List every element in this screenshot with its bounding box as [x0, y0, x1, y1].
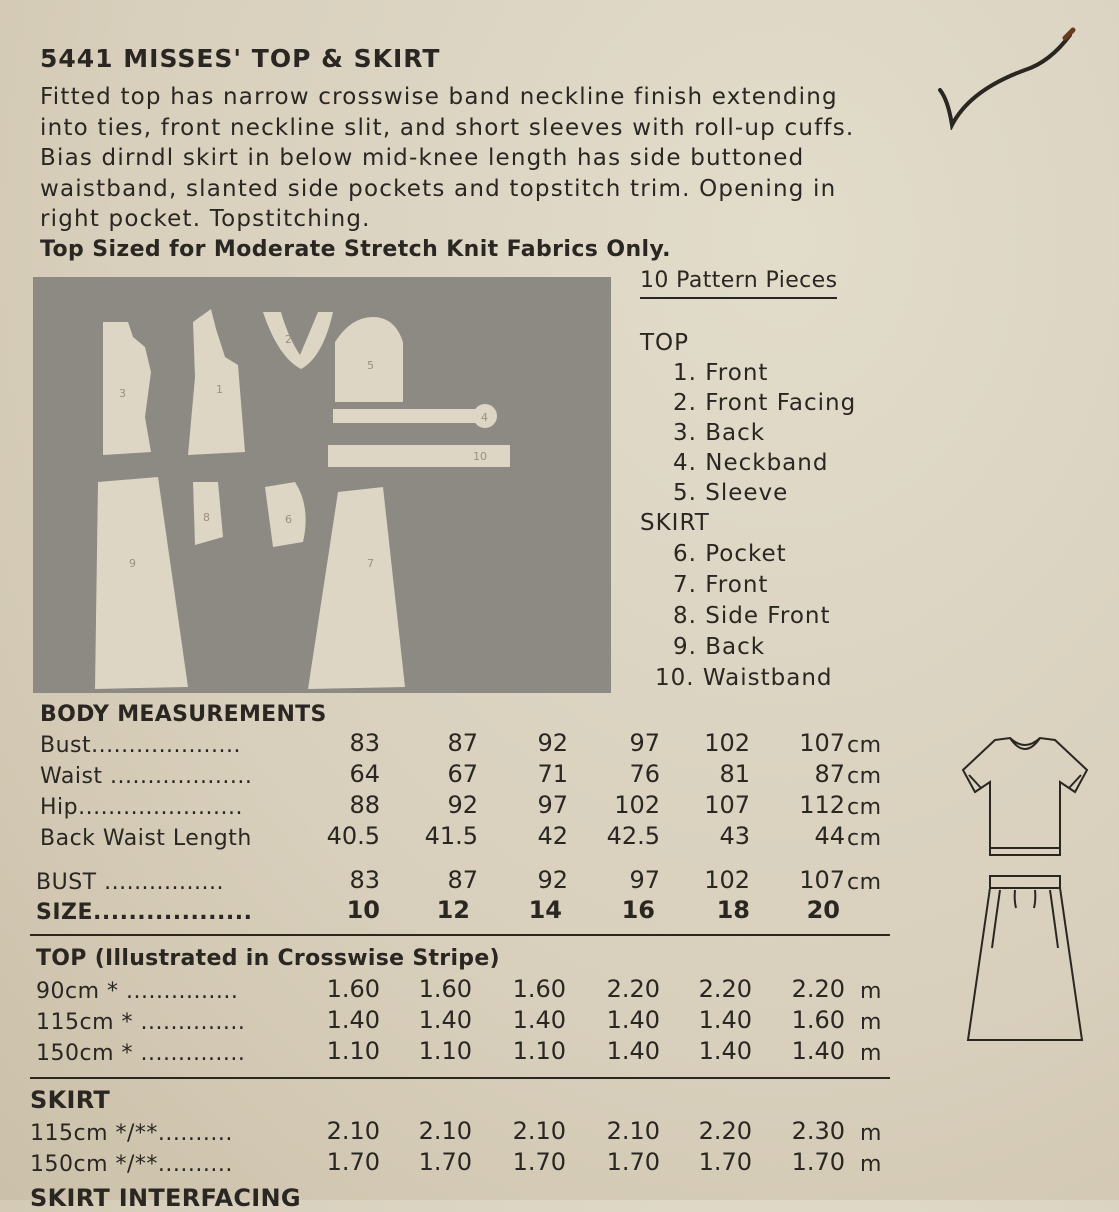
- piece-number-label: 8: [203, 511, 210, 524]
- value-cell: 2.10: [326, 1117, 380, 1145]
- piece-back-top: [103, 322, 151, 455]
- pieces-top-heading: TOP: [640, 330, 690, 356]
- value-cell: 92: [447, 791, 478, 819]
- pieces-list-item: 10. Waistband: [655, 665, 833, 691]
- value-cell: 2.10: [512, 1117, 566, 1145]
- value-cell: 14: [528, 896, 562, 924]
- body-measurements-heading: BODY MEASUREMENTS: [40, 702, 327, 727]
- piece-skirt-back: [95, 477, 188, 689]
- value-cell: 81: [719, 760, 750, 788]
- piece-front-facing: [263, 312, 333, 369]
- pieces-skirt-heading: SKIRT: [640, 510, 710, 536]
- value-cell: 1.40: [606, 1006, 660, 1034]
- value-cell: 88: [349, 791, 380, 819]
- pattern-pieces-count: 10 Pattern Pieces: [640, 268, 837, 299]
- unit-label: cm: [847, 795, 882, 820]
- pattern-title: 5441 MISSES' TOP & SKIRT: [40, 44, 441, 73]
- pieces-list-item: 4. Neckband: [673, 450, 829, 476]
- value-cell: 40.5: [326, 822, 380, 850]
- unit-label: m: [860, 1041, 882, 1066]
- value-cell: 1.40: [326, 1006, 380, 1034]
- value-cell: 102: [704, 866, 750, 894]
- unit-label: cm: [847, 870, 882, 895]
- value-cell: 107: [799, 729, 845, 757]
- value-cell: 1.40: [698, 1037, 752, 1065]
- value-cell: 1.60: [791, 1006, 845, 1034]
- value-cell: 1.10: [326, 1037, 380, 1065]
- top-sketch-icon: [955, 730, 1095, 860]
- value-cell: 1.70: [791, 1148, 845, 1176]
- value-cell: 20: [806, 896, 840, 924]
- row-label: BUST ................: [36, 870, 224, 895]
- value-cell: 1.40: [512, 1006, 566, 1034]
- pieces-list-item: 6. Pocket: [673, 541, 787, 567]
- value-cell: 12: [436, 896, 470, 924]
- value-cell: 42: [537, 822, 568, 850]
- value-cell: 97: [629, 729, 660, 757]
- value-cell: 102: [614, 791, 660, 819]
- piece-number-label: 5: [367, 359, 374, 372]
- value-cell: 2.10: [418, 1117, 472, 1145]
- row-label: 115cm */**..........: [30, 1121, 233, 1146]
- piece-front-top: [188, 309, 245, 455]
- piece-number-label: 9: [129, 557, 136, 570]
- value-cell: 64: [349, 760, 380, 788]
- value-cell: 107: [704, 791, 750, 819]
- skirt-sketch-icon: [960, 868, 1090, 1048]
- value-cell: 43: [719, 822, 750, 850]
- row-label: 150cm */**..........: [30, 1152, 233, 1177]
- top-yardage-heading: TOP (Illustrated in Crosswise Stripe): [36, 946, 500, 971]
- value-cell: 2.20: [698, 1117, 752, 1145]
- value-cell: 1.10: [418, 1037, 472, 1065]
- row-label: Hip......................: [40, 795, 243, 820]
- value-cell: 1.40: [606, 1037, 660, 1065]
- pieces-list-item: 2. Front Facing: [673, 390, 857, 416]
- row-label: SIZE..................: [36, 900, 253, 925]
- pattern-description: Fitted top has narrow crosswise band neckline finish extending into ties, front neckline slit, and short sleeves with roll-up cuffs. Bias dirndl skirt in below mid-knee length has side buttoned waistband, slanted side pockets and topstitch trim. Opening in right pocket. Topstitching.: [40, 84, 855, 232]
- skirt-yardage-heading: SKIRT: [30, 1086, 111, 1114]
- value-cell: 67: [447, 760, 478, 788]
- pattern-pieces-diagram: [33, 277, 611, 693]
- unit-label: m: [860, 1010, 882, 1035]
- pattern-pieces-illustration: [33, 277, 611, 693]
- value-cell: 2.20: [698, 975, 752, 1003]
- unit-label: m: [860, 1121, 882, 1146]
- value-cell: 10: [346, 896, 380, 924]
- pieces-list-item: 8. Side Front: [673, 603, 831, 629]
- value-cell: 87: [814, 760, 845, 788]
- value-cell: 1.70: [698, 1148, 752, 1176]
- value-cell: 2.20: [791, 975, 845, 1003]
- row-label: Back Waist Length: [40, 826, 252, 851]
- unit-label: cm: [847, 764, 882, 789]
- value-cell: 97: [629, 866, 660, 894]
- row-label: 115cm * ..............: [36, 1010, 246, 1035]
- row-label: Bust....................: [40, 733, 241, 758]
- value-cell: 87: [447, 866, 478, 894]
- value-cell: 97: [537, 791, 568, 819]
- pieces-list-item: 7. Front: [673, 572, 769, 598]
- value-cell: 2.20: [606, 975, 660, 1003]
- unit-label: cm: [847, 826, 882, 851]
- divider: [30, 1077, 890, 1079]
- value-cell: 16: [621, 896, 655, 924]
- value-cell: 112: [799, 791, 845, 819]
- fabric-note: Top Sized for Moderate Stretch Knit Fabrics Only.: [40, 237, 671, 262]
- value-cell: 83: [349, 729, 380, 757]
- value-cell: 1.60: [418, 975, 472, 1003]
- value-cell: 2.30: [791, 1117, 845, 1145]
- pieces-list-item: 9. Back: [673, 634, 766, 660]
- unit-label: m: [860, 1152, 882, 1177]
- piece-number-label: 2: [285, 333, 292, 346]
- value-cell: 76: [629, 760, 660, 788]
- piece-neckband: [333, 409, 483, 423]
- value-cell: 1.70: [326, 1148, 380, 1176]
- value-cell: 18: [716, 896, 750, 924]
- value-cell: 107: [799, 866, 845, 894]
- value-cell: 1.70: [606, 1148, 660, 1176]
- piece-number-label: 6: [285, 513, 292, 526]
- value-cell: 44: [814, 822, 845, 850]
- divider: [30, 934, 890, 936]
- value-cell: 87: [447, 729, 478, 757]
- value-cell: 1.40: [791, 1037, 845, 1065]
- value-cell: 92: [537, 866, 568, 894]
- row-label: 90cm * ...............: [36, 979, 239, 1004]
- check-mark-icon: [930, 20, 1080, 130]
- pieces-list-item: 3. Back: [673, 420, 766, 446]
- piece-number-label: 7: [367, 557, 374, 570]
- pieces-list-item: 1. Front: [673, 360, 769, 386]
- row-label: 150cm * ..............: [36, 1041, 246, 1066]
- value-cell: 1.40: [698, 1006, 752, 1034]
- value-cell: 41.5: [424, 822, 478, 850]
- value-cell: 1.60: [326, 975, 380, 1003]
- piece-skirt-front: [308, 487, 405, 689]
- piece-number-label: 1: [216, 383, 223, 396]
- pieces-list-item: 5. Sleeve: [673, 480, 789, 506]
- piece-number-label: 3: [119, 387, 126, 400]
- piece-number-label: 10: [473, 450, 487, 463]
- piece-number-label: 4: [481, 411, 488, 424]
- value-cell: 1.40: [418, 1006, 472, 1034]
- row-label: Waist ...................: [40, 764, 253, 789]
- skirt-interfacing-heading: SKIRT INTERFACING: [30, 1184, 301, 1212]
- value-cell: 92: [537, 729, 568, 757]
- unit-label: m: [860, 979, 882, 1004]
- value-cell: 42.5: [606, 822, 660, 850]
- value-cell: 1.10: [512, 1037, 566, 1065]
- value-cell: 1.60: [512, 975, 566, 1003]
- value-cell: 1.70: [418, 1148, 472, 1176]
- value-cell: 102: [704, 729, 750, 757]
- value-cell: 1.70: [512, 1148, 566, 1176]
- value-cell: 2.10: [606, 1117, 660, 1145]
- value-cell: 83: [349, 866, 380, 894]
- value-cell: 71: [537, 760, 568, 788]
- unit-label: cm: [847, 733, 882, 758]
